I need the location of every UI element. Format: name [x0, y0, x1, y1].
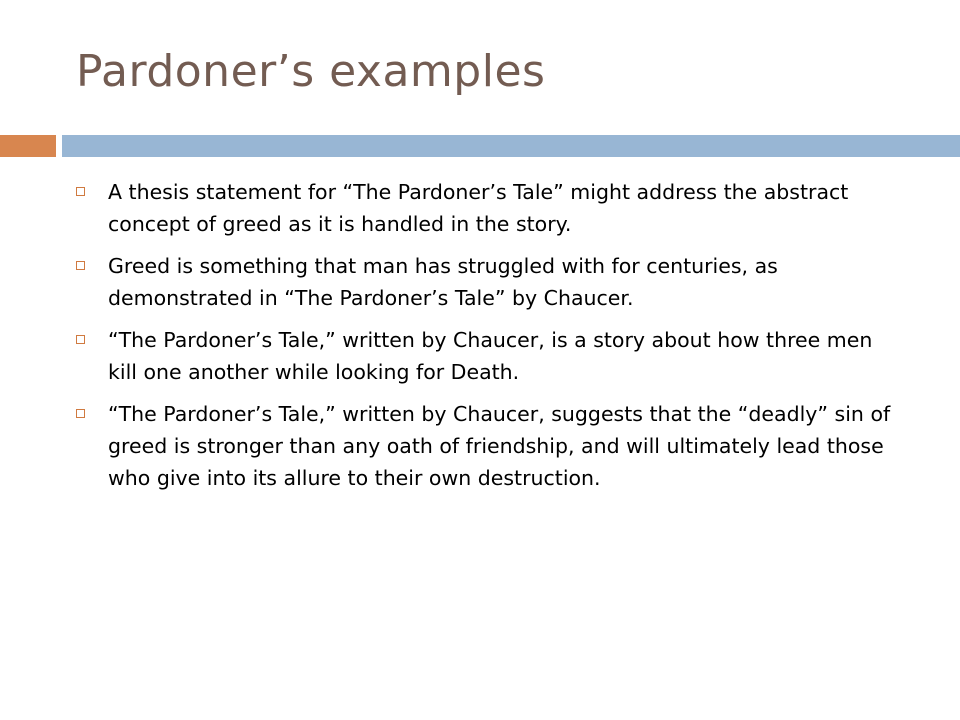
- square-bullet-icon: [76, 261, 85, 270]
- bullet-list: [76, 176, 896, 504]
- bullet-item: [76, 176, 896, 240]
- square-bullet-icon: [76, 335, 85, 344]
- bullet-text: “The Pardoner’s Tale,” written by Chaucer, is a story about how three men kill one another while looking for Death.: [108, 328, 873, 384]
- accent-bar-orange: [0, 135, 56, 157]
- bullet-item: [76, 324, 896, 388]
- bullet-item: [76, 398, 896, 494]
- slide-title: Pardoner’s examples: [76, 46, 546, 97]
- square-bullet-icon: [76, 409, 85, 418]
- accent-bar-blue: [62, 135, 960, 157]
- square-bullet-icon: [76, 187, 85, 196]
- bullet-text: “The Pardoner’s Tale,” written by Chaucer, suggests that the “deadly” sin of greed is stronger than any oath of friendship, and will ultimately lead those who give into its allure to their own destruction.: [108, 402, 891, 490]
- bullet-item: [76, 250, 896, 314]
- bullet-text: Greed is something that man has struggled with for centuries, as demonstrated in “The Pardoner’s Tale” by Chaucer.: [108, 254, 778, 310]
- bullet-text: A thesis statement for “The Pardoner’s Tale” might address the abstract concept of greed as it is handled in the story.: [108, 180, 849, 236]
